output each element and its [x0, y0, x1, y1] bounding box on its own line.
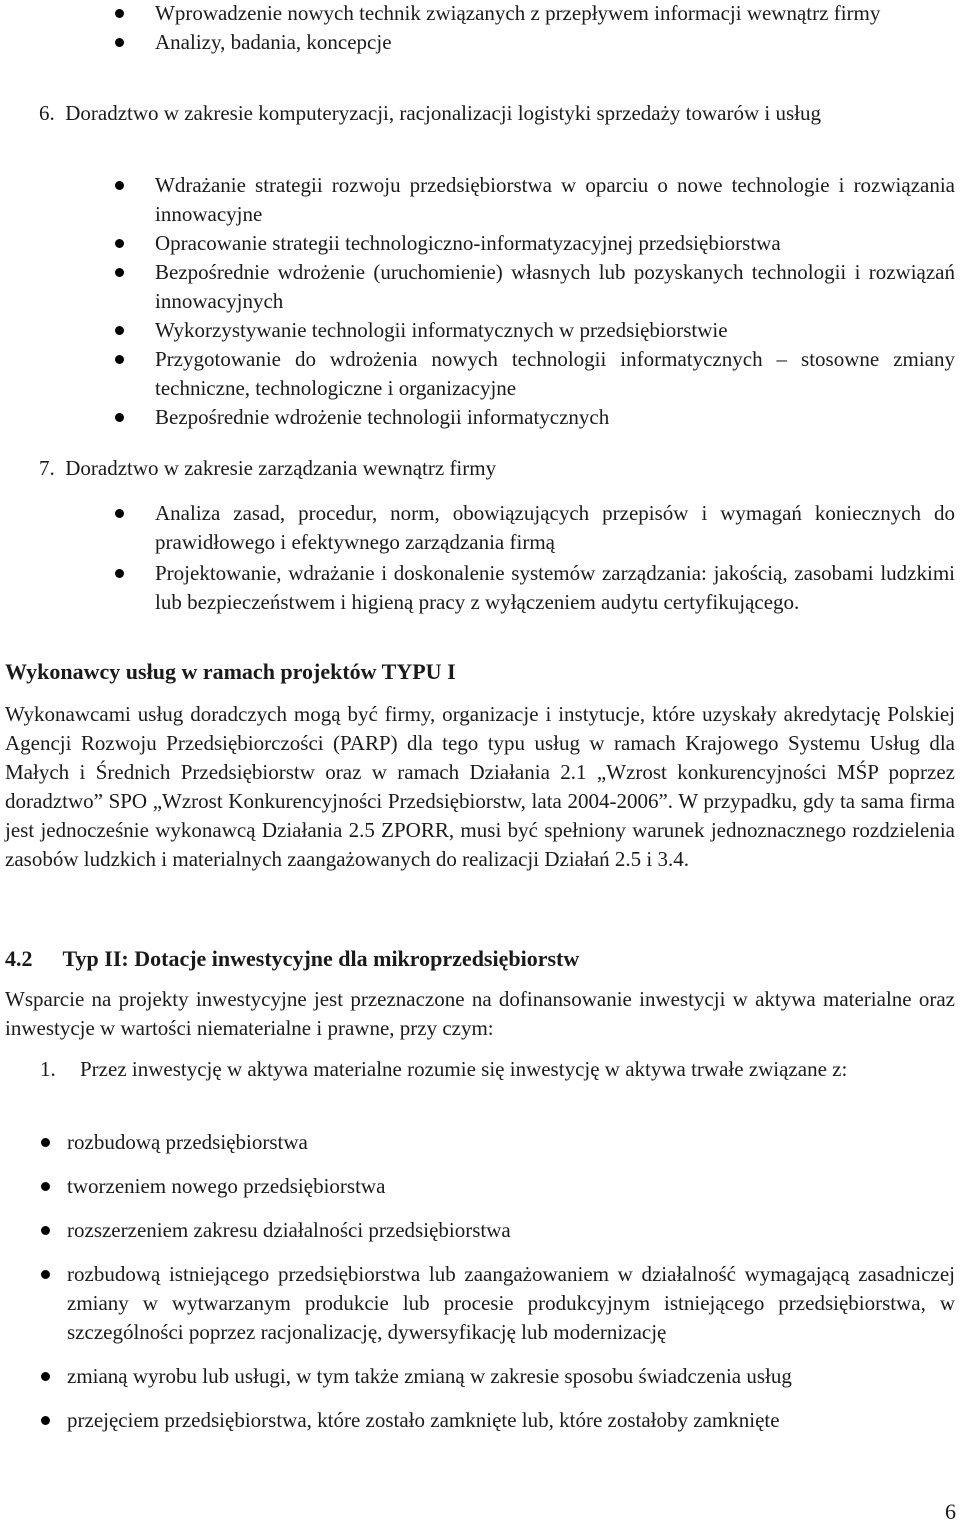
list-item: Przygotowanie do wdrożenia nowych technologii informatycznych – stosowne zmiany techniczne, technologiczne i organizacyjne	[155, 345, 955, 403]
list-item: Projektowanie, wdrażanie i doskonalenie systemów zarządzania: jakością, zasobami ludzkimi lub bezpieczeństwem i higieną pracy z wyłączeniem audytu certyfikującego.	[155, 559, 955, 617]
list-item: Analizy, badania, koncepcje	[155, 28, 955, 57]
list-item: rozszerzeniem zakresu działalności przedsiębiorstwa	[67, 1216, 955, 1245]
bullet-list-b	[0, 171, 960, 432]
list-item: zmianą wyrobu lub usługi, w tym także zmianą w zakresie sposobu świadczenia usług	[67, 1362, 955, 1391]
item-1-number: 1.	[40, 1057, 56, 1081]
item-1-paragraph	[40, 1055, 955, 1084]
list-item: Wykorzystywanie technologii informatycznych w przedsiębiorstwie	[155, 316, 955, 345]
section-4-2-heading	[0, 944, 960, 973]
list-item: tworzeniem nowego przedsiębiorstwa	[67, 1172, 955, 1201]
page-number: 6	[945, 1499, 956, 1524]
list-item: Wdrażanie strategii rozwoju przedsiębiorstwa w oparciu o nowe technologie i rozwiązania innowacyjne	[155, 171, 955, 229]
item-6-paragraph	[5, 99, 955, 128]
section-title-text: Typ II: Dotacje inwestycyjne dla mikroprzedsiębiorstw	[62, 946, 580, 971]
item-7-number: 7.	[39, 456, 55, 480]
list-item: Bezpośrednie wdrożenie technologii informatycznych	[155, 403, 955, 432]
numbered-item-6	[0, 99, 960, 128]
list-item: Analiza zasad, procedur, norm, obowiązujących przepisów i wymagań koniecznych do prawidłowego i efektywnego zarządzania firmą	[155, 499, 955, 557]
bullet-list-a	[0, 0, 960, 57]
list-item: Opracowanie strategii technologiczno-informatyzacyjnej przedsiębiorstwa	[155, 229, 955, 258]
bullet-list-c	[0, 499, 960, 617]
section-heading: Wykonawcy usług w ramach projektów TYPU I	[5, 659, 456, 684]
item-6-text: Doradztwo w zakresie komputeryzacji, racjonalizacji logistyki sprzedaży towarów i usług	[65, 101, 821, 125]
section-title	[5, 944, 960, 973]
item-1-text: Przez inwestycję w aktywa materialne rozumie się inwestycję w aktywa trwałe związane z:	[80, 1057, 848, 1081]
paragraph-contractors	[0, 700, 960, 874]
list-item-text: rozbudową istniejącego przedsiębiorstwa lub zaangażowaniem w działalność wymagającą zasadniczej zmiany w wytwarzanym produkcie lub procesie produkcyjnym istniejącego przedsiębiorstwa, w szczególności poprzez racjonalizację, dywersyfikację lub modernizację	[67, 1262, 955, 1344]
numbered-item-1	[0, 1055, 960, 1084]
bullet-list-d	[0, 1128, 960, 1435]
numbered-item-7	[0, 454, 960, 483]
body-paragraph: Wykonawcami usług doradczych mogą być firmy, organizacje i instytucje, które uzyskały akredytację Polskiej Agencji Rozwoju Przedsiębiorczości (PARP) dla tego typu usług w ramach Krajowego Systemu Usług dla Małych i Średnich Przedsiębiorstw oraz w ramach Działania 2.1 „Wzrost konkurencyjności MŚP poprzez doradztwo” SPO „Wzrost Konkurencyjności Przedsiębiorstw, lata 2004-2006”. W przypadku, gdy ta sama firma jest jednocześnie wykonawcą Działania 2.5 ZPORR, musi być spełniony warunek jednoznacznego rozdzielenia zasobów ludzkich i materialnych zaangażowanych do realizacji Działań 2.5 i 3.4.	[5, 702, 955, 871]
list-item: Wprowadzenie nowych technik związanych z przepływem informacji wewnątrz firmy	[155, 0, 955, 28]
list-item: Bezpośrednie wdrożenie (uruchomienie) własnych lub pozyskanych technologii i rozwiązań innowacyjnych	[155, 258, 955, 316]
paragraph-support	[0, 985, 960, 1043]
item-7-paragraph	[5, 454, 955, 483]
list-item: przejęciem przedsiębiorstwa, które zostało zamknięte lub, które zostałoby zamknięte	[67, 1406, 955, 1435]
section-number: 4.2	[5, 946, 33, 971]
body-paragraph: Wsparcie na projekty inwestycyjne jest przeznaczone na dofinansowanie inwestycji w aktywa materialne oraz inwestycje w wartości niematerialne i prawne, przy czym:	[5, 987, 955, 1040]
item-7-text: Doradztwo w zakresie zarządzania wewnątrz firmy	[65, 456, 497, 480]
list-item: rozbudową przedsiębiorstwa	[67, 1128, 955, 1157]
list-item	[67, 1260, 955, 1347]
item-6-number: 6.	[39, 101, 55, 125]
heading-contractors	[0, 657, 960, 686]
